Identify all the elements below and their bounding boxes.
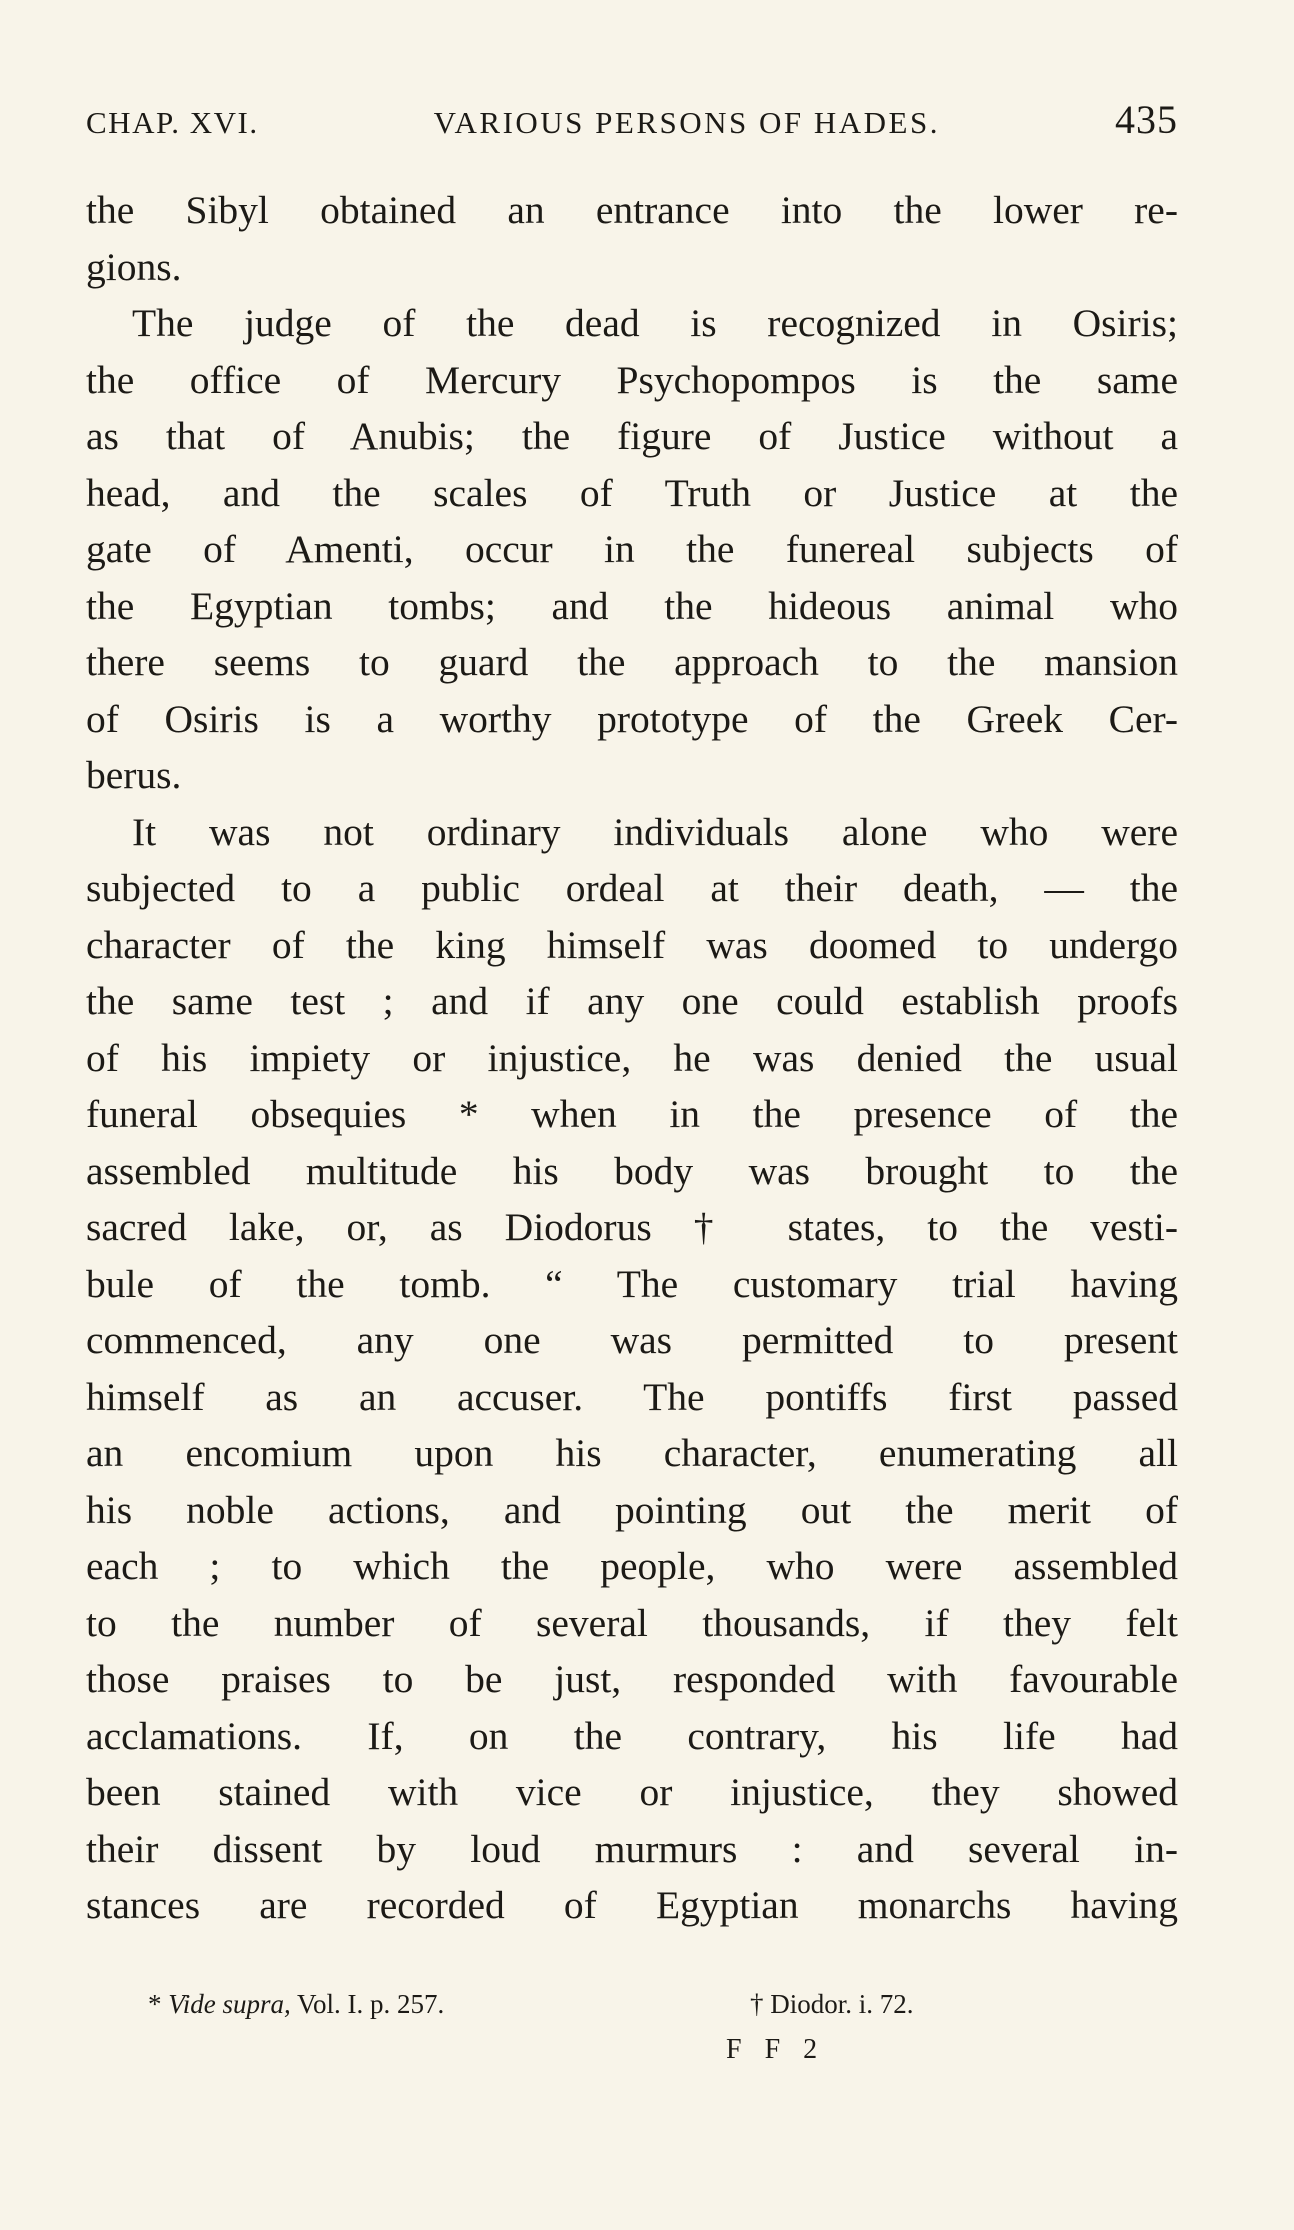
signature-mark: F F 2 [726, 2034, 826, 2065]
text-line: the Egyptian tombs; and the hideous animal who [86, 583, 1178, 628]
text-line: berus. [86, 753, 182, 797]
footnote-reference: Vol. I. p. 257. [297, 1989, 445, 2019]
text-line: his noble actions, and pointing out the merit of [86, 1487, 1178, 1532]
text-line: subjected to a public ordeal at their death, — the [86, 866, 1178, 910]
text-line: as that of Anubis; the figure of Justice without a [86, 414, 1178, 458]
text-line: assembled multitude his body was brought to the [86, 1148, 1178, 1193]
text-line: bule of the tomb. “ The customary trial having [86, 1261, 1178, 1306]
text-line: funeral obsequies * when in the presence of the [86, 1092, 1178, 1136]
text-line: himself as an accuser. The pontiffs first passed [86, 1374, 1178, 1419]
text-line: head, and the scales of Truth or Justice at the [86, 470, 1178, 515]
text-line: of Osiris is a worthy prototype of the Greek Cer- [86, 696, 1178, 741]
text-line: commenced, any one was permitted to present [86, 1318, 1178, 1362]
text-line: been stained with vice or injustice, they showed [86, 1770, 1178, 1814]
footnote-italic: Vide supra, [168, 1989, 291, 2019]
text-line: the same test ; and if any one could establish proofs [86, 979, 1178, 1023]
text-line: stances are recorded of Egyptian monarchs having [86, 1883, 1178, 1927]
text-line: their dissent by loud murmurs : and several in- [86, 1826, 1178, 1871]
text-line: gions. [86, 244, 182, 289]
text-line: those praises to be just, responded with favourable [86, 1657, 1178, 1701]
chapter-title: VARIOUS PERSONS OF HADES. [433, 105, 940, 140]
chapter-label: CHAP. XVI. [86, 105, 259, 140]
text-line: character of the king himself was doomed to undergo [86, 922, 1178, 967]
text-line: to the number of several thousands, if they felt [86, 1600, 1178, 1645]
text-line: each ; to which the people, who were assembled [86, 1544, 1178, 1588]
text-line: there seems to guard the approach to the mansion [86, 640, 1178, 684]
footnote-diodor: † Diodor. i. 72. [750, 1989, 914, 2019]
text-line: of his impiety or injustice, he was denied the usual [86, 1035, 1178, 1080]
text-line: It was not ordinary individuals alone who were [132, 809, 1178, 854]
text-line: the office of Mercury Psychopompos is the same [86, 357, 1178, 402]
book-page [86, 96, 1178, 1934]
footnote-vide-supra [148, 1984, 444, 2024]
text-line: sacred lake, or, as Diodorus † states, to the vesti- [86, 1205, 1178, 1249]
text-line: an encomium upon his character, enumerating all [86, 1431, 1178, 1475]
text-line: the Sibyl obtained an entrance into the lower re- [86, 188, 1178, 232]
text-line: gate of Amenti, occur in the funereal subjects of [86, 527, 1178, 571]
body-text [86, 182, 1178, 1934]
footnote-mark: * [148, 1989, 162, 2019]
text-line: The judge of the dead is recognized in Osiris; [132, 301, 1178, 345]
page-number: 435 [1114, 97, 1178, 142]
text-line: acclamations. If, on the contrary, his life had [86, 1713, 1178, 1758]
footnotes [86, 1984, 1178, 2024]
running-head [86, 96, 1178, 160]
